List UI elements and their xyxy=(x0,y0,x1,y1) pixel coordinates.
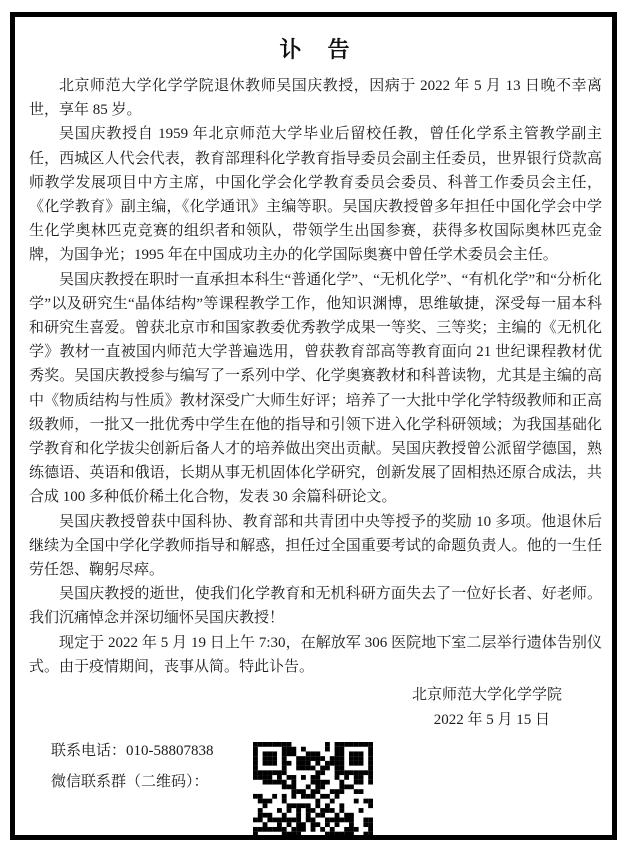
notice-body xyxy=(29,74,602,679)
notice-title: 讣 告 xyxy=(279,37,352,62)
notice-paragraph-4: 吴国庆教授曾获中国科协、教育部和共青团中央等授予的奖励 10 多项。他退休后继续为全国中学化学教师指导和解惑，担任过全国重要考试的命题负责人。他的一生任劳任怨、鞠躬尽瘁。 xyxy=(29,513,602,579)
notice-paragraph-6: 现定于 2022 年 5 月 19 日上午 7:30，在解放军 306 医院地下室二层举行遗体告别仪式。由于疫情期间，丧事从简。特此讣告。 xyxy=(29,634,602,675)
document-frame xyxy=(10,12,617,840)
contact-phone-line xyxy=(51,736,239,767)
notice-paragraph-1: 北京师范大学化学学院退休教师吴国庆教授，因病于 2022 年 5 月 13 日晚不幸离世，享年 85 岁。 xyxy=(29,78,602,119)
contact-phone-label: 联系电话： xyxy=(51,743,127,760)
notice-paragraph-3: 吴国庆教授在职时一直承担本科生“普通化学”、“无机化学”、“有机化学”和“分析化学”以及研究生“晶体结构”等课程教学工作，他知识渊博，思维敏捷，深受每一届本科和研究生喜爱。曾获北京市和国家教委优秀教学成果一等奖、三等奖；主编的《无机化学》教材一直被国内师范大学普遍选用，曾获教育部高等教育面向 21 世纪课程教材优秀奖。吴国庆教授参与编写了一系列中学、化学奥赛教材和科普读物，尤其是主编的高中《物质结构与性质》教材深受广大师生好评；培养了一大批中学化学特级教师和正高级教师，一批又一批优秀中学生在他的指导和引领下进入化学科研领域；为我国基础化学教育和化学拔尖创新后备人才的培养做出突出贡献。吴国庆教授曾公派留学德国，熟练德语、英语和俄语，长期从事无机固体化学研究，创新发展了固相热还原合成法，共合成 100 多种低价稀土化合物，发表 30 余篇科研论文。 xyxy=(29,271,602,506)
signature-block xyxy=(29,683,602,733)
notice-paragraph-2: 吴国庆教授自 1959 年北京师范大学毕业后留校任教，曾任化学系主管教学副主任，西城区人代会代表，教育部理科化学教育指导委员会副主任委员，世界银行贷款高师教学发展项目中方主席，中国化学会化学教育委员会委员、科普工作委员会主任，《化学教育》副主编，《化学通讯》主编等职。吴国庆教授曾多年担任中国化学会中学生化学奥林匹克竞赛的组织者和领队，带领学生出国参赛，获得多枚国际奥林匹克金牌，为国争光；1995 年在中国成功主办的化学国际奥赛中曾任学术委员会主任。 xyxy=(29,126,602,264)
document-content xyxy=(15,17,612,840)
contact-labels xyxy=(51,736,239,798)
notice-paragraph-5: 吴国庆教授的逝世，使我们化学教育和无机科研方面失去了一位好长者、好老师。我们沉痛悼念并深切缅怀吴国庆教授！ xyxy=(29,586,602,627)
contact-section xyxy=(51,736,602,840)
contact-phone-number: 010-58807838 xyxy=(126,743,214,760)
qr-code xyxy=(253,742,373,840)
signature-date: 2022 年 5 月 15 日 xyxy=(433,712,550,729)
signature-organization: 北京师范大学化学学院 xyxy=(411,687,562,704)
contact-wechat-label: 微信联系群（二维码）： xyxy=(51,774,209,791)
